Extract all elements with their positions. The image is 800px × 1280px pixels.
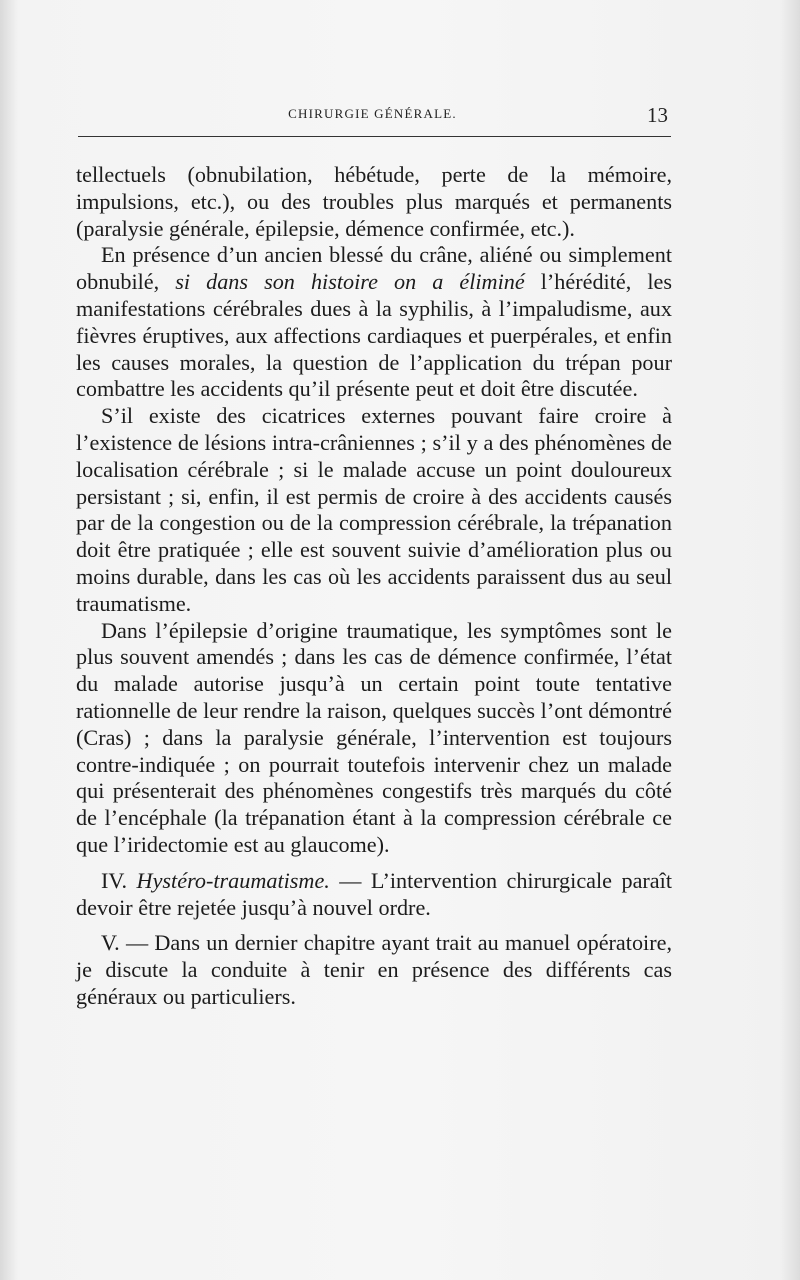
- paragraph-4: Dans l’épilepsie d’origine traumatique, les symptômes sont le plus souvent amendés ; dans les cas de démence confirmée, l’état du malade autorise jusqu’à un certain point toute tentative rationnelle de leur rendre la raison, quelques succès l’ont démontré (Cras) ; dans la paralysie générale, l’intervention est toujours contre-indiquée ; on pourrait toutefois intervenir chez un malade qui présenterait des phénomènes congestifs très marqués du côté de l’encéphale (la trépanation étant à la compression cérébrale ce que l’iridectomie est au glaucome).: [76, 617, 672, 857]
- paragraph-2-italic: si dans son histoire on a éliminé: [175, 269, 525, 295]
- body-text: [76, 162, 672, 1011]
- paragraph-3: S’il existe des cicatrices externes pouvant faire croire à l’existence de lésions intra-crâniennes ; s’il y a des phénomènes de localisation cérébrale ; si le malade accuse un point douloureux persistant ; si, enfin, il est permis de croire à des accidents causés par de la congestion ou de la compression cérébrale, la trépanation doit être pratiquée ; elle est souvent suivie d’amélioration plus ou moins durable, dans les cas où les accidents paraissent dus au seul traumatisme.: [76, 403, 672, 616]
- section-iv-title: Hystéro-traumatisme.: [136, 867, 330, 893]
- section-iv-number: IV.: [101, 867, 137, 893]
- paragraph-2-end: l’hérédité, les manifestations cérébrales dues à la syphilis, à l’impaludisme, aux fièvres éruptives, aux affections cardiaques et puerpérales, et enfin les causes morales, la question de l’application du trépan pour combattre les accidents qu’il présente peut et doit être discutée.: [76, 269, 672, 402]
- page-number: 13: [647, 103, 668, 127]
- paragraph-2: [76, 242, 672, 403]
- paragraph-2-start: En présence d’un ancien blessé du crâne, aliéné ou simplement obnubilé,: [76, 242, 672, 295]
- page-header: [75, 104, 670, 134]
- header-rule: [78, 136, 671, 137]
- paragraph-section-iv: [76, 868, 672, 922]
- section-iv-text: — L’intervention chirurgicale paraît devoir être rejetée jusqu’à nouvel ordre.: [76, 867, 672, 920]
- paragraph-1: tellectuels (obnubilation, hébétude, perte de la mémoire, impulsions, etc.), ou des troubles plus marqués et permanents (paralysie générale, épilepsie, démence confirmée, etc.).: [76, 162, 672, 241]
- running-title: CHIRURGIE GÉNÉRALE.: [288, 106, 457, 121]
- paragraph-section-v: V. — Dans un dernier chapitre ayant trait au manuel opératoire, je discute la conduite à tenir en présence des différents cas généraux ou particuliers.: [76, 930, 672, 1009]
